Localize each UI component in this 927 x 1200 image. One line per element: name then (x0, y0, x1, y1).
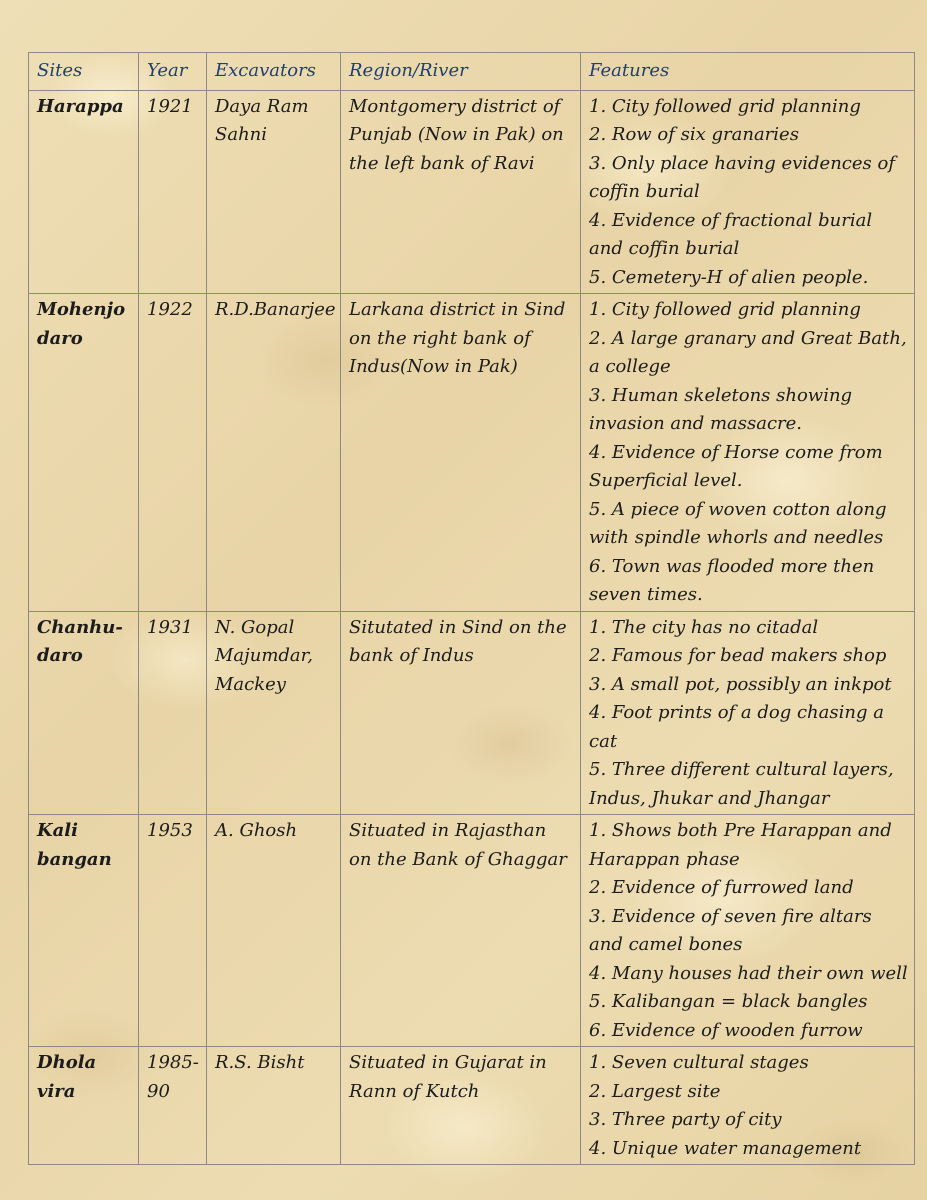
site-name: Mohenjo daro (29, 294, 139, 612)
header-excavators: Excavators (207, 53, 341, 91)
site-name: Harappa (29, 90, 139, 294)
feature-item: 1. City followed grid planning (589, 95, 861, 117)
feature-item: 6. Town was flooded more then seven times. (589, 555, 875, 605)
feature-item: 1. The city has no citadal (589, 616, 819, 638)
site-region: Situated in Rajasthan on the Bank of Ghaggar (341, 815, 581, 1047)
site-features (581, 90, 915, 294)
feature-item: 4. Evidence of fractional burial and coffin burial (589, 209, 873, 259)
feature-item: 2. Row of six granaries (589, 124, 799, 145)
site-region: Situtated in Sind on the bank of Indus (341, 611, 581, 815)
feature-item: 3. Human skeletons showing invasion and massacre. (589, 384, 853, 434)
site-name: Kali bangan (29, 815, 139, 1047)
feature-item: 1. Seven cultural stages (589, 1052, 809, 1073)
site-region: Montgomery district of Punjab (Now in Pak) on the left bank of Ravi (341, 90, 581, 294)
site-name: Chanhu-daro (29, 611, 139, 815)
site-region: Larkana district in Sind on the right bank of Indus(Now in Pak) (341, 294, 581, 612)
feature-item: 2. Famous for bead makers shop (589, 645, 887, 666)
feature-item: 4. Many houses had their own well (589, 962, 908, 984)
feature-item: 2. A large granary and Great Bath, a college (589, 327, 907, 377)
site-excavators: Daya Ram Sahni (207, 90, 341, 294)
site-features (581, 815, 915, 1047)
site-year: 1922 (139, 294, 207, 612)
feature-item: 4. Evidence of Horse come from Superficial level. (589, 441, 883, 491)
header-region-river: Region/River (341, 53, 581, 91)
feature-item: 5. A piece of woven cotton along with spindle whorls and needles (589, 498, 887, 548)
site-region: Situated in Gujarat in Rann of Kutch (341, 1047, 581, 1165)
harappan-sites-table-wrapper (28, 52, 914, 1165)
feature-item: 2. Largest site (589, 1080, 721, 1102)
feature-item: 1. City followed grid planning (589, 299, 861, 320)
feature-item: 1. Shows both Pre Harappan and Harappan phase (589, 820, 892, 870)
header-features: Features (581, 53, 915, 91)
site-excavators: R.S. Bisht (207, 1047, 341, 1165)
site-excavators: N. Gopal Majumdar, Mackey (207, 611, 341, 815)
site-year: 1985-90 (139, 1047, 207, 1165)
site-features (581, 294, 915, 612)
site-year: 1953 (139, 815, 207, 1047)
site-features (581, 1047, 915, 1165)
header-year: Year (139, 53, 207, 91)
site-excavators: R.D.Banarjee (207, 294, 341, 612)
feature-item: 5. Cemetery-H of alien people. (589, 266, 869, 288)
table-row (29, 294, 915, 612)
site-year: 1921 (139, 90, 207, 294)
feature-item: 5. Kalibangan = black bangles (589, 991, 868, 1012)
site-features (581, 611, 915, 815)
feature-item: 3. A small pot, possibly an inkpot (589, 673, 892, 695)
harappan-sites-table (28, 52, 915, 1165)
table-row (29, 1047, 915, 1165)
site-name: Dhola vira (29, 1047, 139, 1165)
feature-item: 4. Foot prints of a dog chasing a cat (589, 702, 884, 752)
table-row (29, 815, 915, 1047)
feature-item: 5. Three different cultural layers, Indus, Jhukar and Jhangar (589, 759, 894, 809)
site-excavators: A. Ghosh (207, 815, 341, 1047)
table-header-row (29, 53, 915, 91)
feature-item: 3. Only place having evidences of coffin burial (589, 152, 895, 202)
feature-item: 4. Unique water management (589, 1137, 862, 1159)
feature-item: 2. Evidence of furrowed land (589, 877, 854, 898)
feature-item: 6. Evidence of wooden furrow (589, 1019, 863, 1041)
table-row (29, 611, 915, 815)
table-row (29, 90, 915, 294)
site-year: 1931 (139, 611, 207, 815)
feature-item: 3. Three party of city (589, 1109, 782, 1130)
header-sites: Sites (29, 53, 139, 91)
feature-item: 3. Evidence of seven fire altars and camel bones (589, 905, 872, 955)
